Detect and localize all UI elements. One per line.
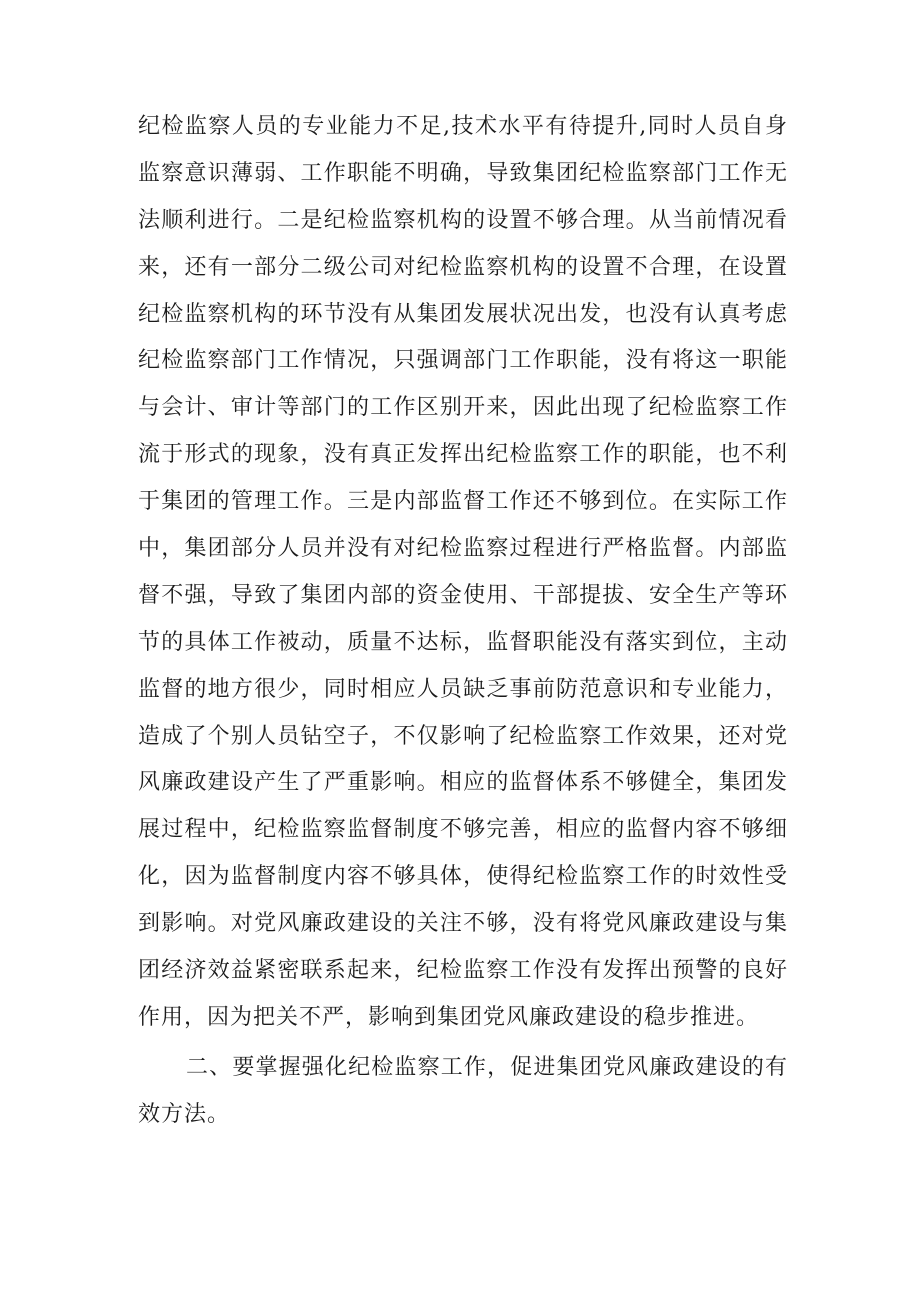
text-line: 纪检监察人员的专业能力不足,技术水平有待提升,同时人员自身 (138, 114, 788, 139)
document-body (138, 104, 788, 1139)
text-line: 化，因为监督制度内容不够具体，使得纪检监察工作的时效性受 (138, 864, 788, 890)
paragraph-1 (138, 104, 788, 1042)
text-line: 中，集团部分人员并没有对纪检监察过程进行严格监督。内部监 (138, 536, 788, 562)
text-line: 督不强，导致了集团内部的资金使用、干部提拔、安全生产等环 (138, 582, 788, 608)
text-line: 与会计、审计等部门的工作区别开来，因此出现了纪检监察工作 (138, 395, 788, 421)
heading-line: 效方法。 (138, 1101, 231, 1127)
text-line: 监察意识薄弱、工作职能不明确，导致集团纪检监察部门工作无 (138, 160, 788, 186)
text-line: 纪检监察部门工作情况，只强调部门工作职能，没有将这一职能 (138, 348, 788, 374)
text-line: 纪检监察机构的环节没有从集团发展状况出发，也没有认真考虑 (138, 301, 788, 327)
section-heading-2 (138, 1045, 788, 1139)
text-line: 作用，因为把关不严，影响到集团党风廉政建设的稳步推进。 (138, 1004, 760, 1030)
text-line: 流于形式的现象，没有真正发挥出纪检监察工作的职能，也不利 (138, 442, 788, 468)
text-line: 于集团的管理工作。三是内部监督工作还不够到位。在实际工作 (138, 489, 788, 515)
text-line: 监督的地方很少，同时相应人员缺乏事前防范意识和专业能力， (138, 676, 788, 702)
text-line: 团经济效益紧密联系起来，纪检监察工作没有发挥出预警的良好 (138, 958, 788, 984)
text-line: 风廉政建设产生了严重影响。相应的监督体系不够健全，集团发 (138, 770, 788, 796)
text-line: 到影响。对党风廉政建设的关注不够，没有将党风廉政建设与集 (138, 911, 788, 937)
text-line: 法顺利进行。二是纪检监察机构的设置不够合理。从当前情况看 (138, 207, 788, 233)
heading-line: 二、要掌握强化纪检监察工作，促进集团党风廉政建设的有 (186, 1054, 788, 1080)
text-line: 节的具体工作被动，质量不达标，监督职能没有落实到位，主动 (138, 629, 788, 655)
text-line: 展过程中，纪检监察监督制度不够完善，相应的监督内容不够细 (138, 817, 788, 843)
text-line: 造成了个别人员钻空子，不仅影响了纪检监察工作效果，还对党 (138, 723, 788, 749)
text-line: 来，还有一部分二级公司对纪检监察机构的设置不合理，在设置 (138, 254, 788, 280)
